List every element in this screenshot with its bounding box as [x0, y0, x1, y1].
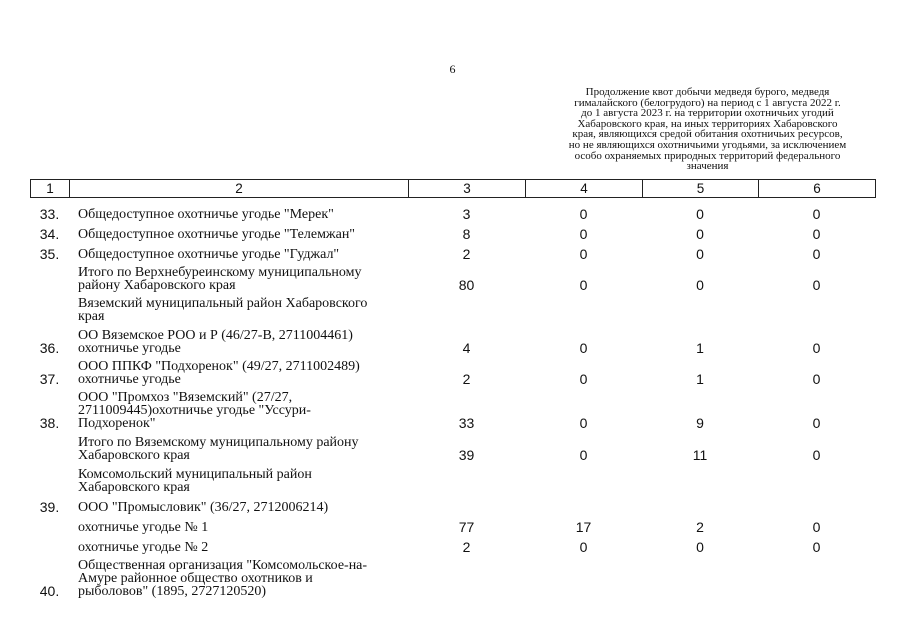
cell-col-3: 2	[462, 371, 471, 387]
table-row	[30, 323, 875, 355]
cell-col-6: 0	[812, 415, 821, 431]
row-name-line: Хабаровского края	[78, 480, 190, 495]
cell-col-3: 77	[458, 519, 475, 535]
cell-col-4: 0	[579, 206, 588, 222]
cell-col-3	[408, 292, 525, 323]
row-number	[30, 292, 69, 323]
row-number: 33.	[39, 206, 60, 222]
row-name-line: Хабаровского края	[78, 448, 190, 463]
caption-line: края, являющихся средой обитания охотничьих ресурсов,	[572, 128, 843, 141]
cell-col-3: 8	[462, 226, 471, 242]
row-name-line: Итого по Верхнебуреинскому муниципальному	[78, 265, 362, 280]
row-name	[69, 221, 408, 241]
table-row	[30, 292, 875, 323]
cell-col-4	[525, 554, 642, 598]
row-name	[69, 462, 408, 494]
table-row	[30, 554, 875, 598]
row-name	[69, 430, 408, 462]
cell-col-4: 0	[579, 415, 588, 431]
cell-col-5: 0	[696, 277, 704, 293]
header-col-3: 3	[409, 180, 526, 198]
cell-col-3	[408, 494, 525, 514]
row-name-line: края	[78, 309, 105, 324]
table-row	[30, 430, 875, 462]
cell-col-6	[758, 292, 875, 323]
caption-line: Продолжение квот добычи медведя бурого, медведя	[585, 86, 830, 98]
quota-table-body	[30, 201, 875, 598]
table-header	[30, 179, 876, 198]
row-name-line: Общедоступное охотничье угодье "Гуджал"	[78, 247, 340, 262]
row-name-line: Подхоренок"	[78, 416, 156, 431]
cell-col-3: 80	[458, 277, 475, 293]
row-name	[69, 554, 408, 598]
cell-col-6: 0	[812, 539, 821, 555]
cell-col-6: 0	[812, 277, 821, 293]
table-row	[30, 534, 875, 554]
cell-col-5: 1	[696, 340, 704, 356]
caption-line: гималайского (белогрудого) на период с 1 августа 2022 г.	[574, 96, 841, 109]
row-number	[30, 514, 69, 534]
table-row	[30, 241, 875, 261]
table-row	[30, 494, 875, 514]
cell-col-6	[758, 494, 875, 514]
table-row	[30, 514, 875, 534]
row-name-line: охотничье угодье № 2	[78, 540, 209, 555]
row-name-line: Общедоступное охотничье угодье "Телемжан"	[78, 227, 356, 242]
cell-col-4: 0	[579, 340, 588, 356]
cell-col-3	[408, 554, 525, 598]
page-number: 6	[449, 62, 456, 76]
row-name	[69, 323, 408, 355]
row-name	[69, 241, 408, 261]
row-name	[69, 494, 408, 514]
cell-col-5: 9	[696, 415, 704, 431]
cell-col-4: 0	[579, 371, 588, 387]
caption-line: Хабаровского края, на иных территориях Хабаровского	[577, 117, 838, 130]
row-name	[69, 386, 408, 430]
row-number: 34.	[39, 226, 60, 242]
row-name	[69, 201, 408, 221]
header-col-6: 6	[759, 180, 876, 198]
caption-line: особо охраняемых природных территорий федерального	[574, 149, 841, 162]
cell-col-5: 0	[696, 246, 704, 262]
row-name-line: Итого по Вяземскому муниципальному району	[78, 435, 359, 450]
row-name-line: охотничье угодье № 1	[78, 520, 209, 535]
cell-col-6: 0	[812, 447, 821, 463]
cell-col-6: 0	[812, 226, 821, 242]
table-row	[30, 261, 875, 292]
cell-col-5: 0	[696, 206, 704, 222]
row-name-line: ООО ППКФ "Подхоренок" (49/27, 2711002489)	[78, 359, 360, 374]
table-row	[30, 201, 875, 221]
row-name-line: охотничье угодье	[78, 341, 181, 356]
row-number: 37.	[39, 371, 60, 387]
row-name-line: Общественная организация "Комсомольское-на-	[78, 558, 368, 573]
row-number: 39.	[39, 499, 60, 515]
row-number: 40.	[39, 583, 60, 599]
cell-col-3: 39	[458, 447, 475, 463]
header-col-5: 5	[643, 180, 759, 198]
cell-col-4: 0	[579, 447, 588, 463]
row-number	[30, 261, 69, 292]
header-col-2: 2	[70, 180, 409, 198]
cell-col-5: 11	[692, 447, 708, 463]
cell-col-4: 0	[579, 277, 588, 293]
cell-col-4: 0	[579, 226, 588, 242]
row-name-line: ООО "Промхоз "Вяземский" (27/27,	[78, 390, 293, 405]
cell-col-3	[408, 462, 525, 494]
row-number: 38.	[39, 415, 60, 431]
row-name-line: ОО Вяземское РОО и Р (46/27-В, 2711004461)	[78, 328, 353, 343]
row-name-line: Комсомольский муниципальный район	[78, 467, 312, 482]
table-row	[30, 462, 875, 494]
row-name	[69, 292, 408, 323]
table-row	[30, 355, 875, 386]
cell-col-5: 2	[696, 519, 704, 535]
cell-col-5	[642, 292, 758, 323]
row-name	[69, 514, 408, 534]
cell-col-3: 3	[462, 206, 471, 222]
row-name-line: Общедоступное охотничье угодье "Мерек"	[78, 207, 334, 222]
cell-col-3: 4	[462, 340, 471, 356]
table-row	[30, 386, 875, 430]
row-number: 35.	[39, 246, 60, 262]
caption-line: значения	[686, 160, 729, 173]
cell-col-4: 0	[579, 539, 588, 555]
cell-col-4: 0	[579, 246, 588, 262]
cell-col-6: 0	[812, 519, 821, 535]
cell-col-6: 0	[812, 206, 821, 222]
cell-col-5: 0	[696, 539, 704, 555]
header-col-4: 4	[526, 180, 643, 198]
cell-col-3: 2	[462, 246, 471, 262]
row-number	[30, 534, 69, 554]
row-name-line: Вяземский муниципальный район Хабаровского	[78, 296, 368, 311]
row-number	[30, 430, 69, 462]
cell-col-4	[525, 292, 642, 323]
row-number	[30, 462, 69, 494]
header-row	[31, 180, 876, 198]
row-name-line: рыболовов" (1895, 2727120520)	[78, 584, 266, 599]
cell-col-6: 0	[812, 371, 821, 387]
row-name	[69, 355, 408, 386]
row-number: 36.	[39, 340, 60, 356]
cell-col-3: 33	[458, 415, 475, 431]
cell-col-4	[525, 494, 642, 514]
table-row	[30, 221, 875, 241]
cell-col-5: 0	[696, 226, 704, 242]
caption-line: но не являющихся охотничьими угодьями, за исключением	[568, 138, 847, 151]
row-name	[69, 261, 408, 292]
row-name-line: Амуре районное общество охотников и	[78, 571, 313, 586]
cell-col-3: 2	[462, 539, 471, 555]
cell-col-4: 17	[575, 519, 592, 535]
caption-line: до 1 августа 2023 г. на территории охотничьих угодий	[581, 107, 834, 120]
cell-col-6	[758, 462, 875, 494]
cell-col-6: 0	[812, 340, 821, 356]
row-name-line: охотничье угодье	[78, 372, 181, 387]
row-name-line: району Хабаровского края	[78, 278, 236, 293]
cell-col-6	[758, 554, 875, 598]
cell-col-4	[525, 462, 642, 494]
cell-col-5	[642, 462, 758, 494]
row-name	[69, 534, 408, 554]
row-name-line: 2711009445)охотничье угодье "Уссури-	[78, 403, 311, 418]
cell-col-5	[642, 494, 758, 514]
table-caption	[535, 87, 880, 172]
quota-table	[30, 201, 875, 598]
cell-col-5	[642, 554, 758, 598]
cell-col-5: 1	[696, 371, 704, 387]
row-name-line: ООО "Промысловик" (36/27, 2712006214)	[78, 500, 329, 515]
cell-col-6: 0	[812, 246, 821, 262]
header-col-1: 1	[31, 180, 70, 198]
